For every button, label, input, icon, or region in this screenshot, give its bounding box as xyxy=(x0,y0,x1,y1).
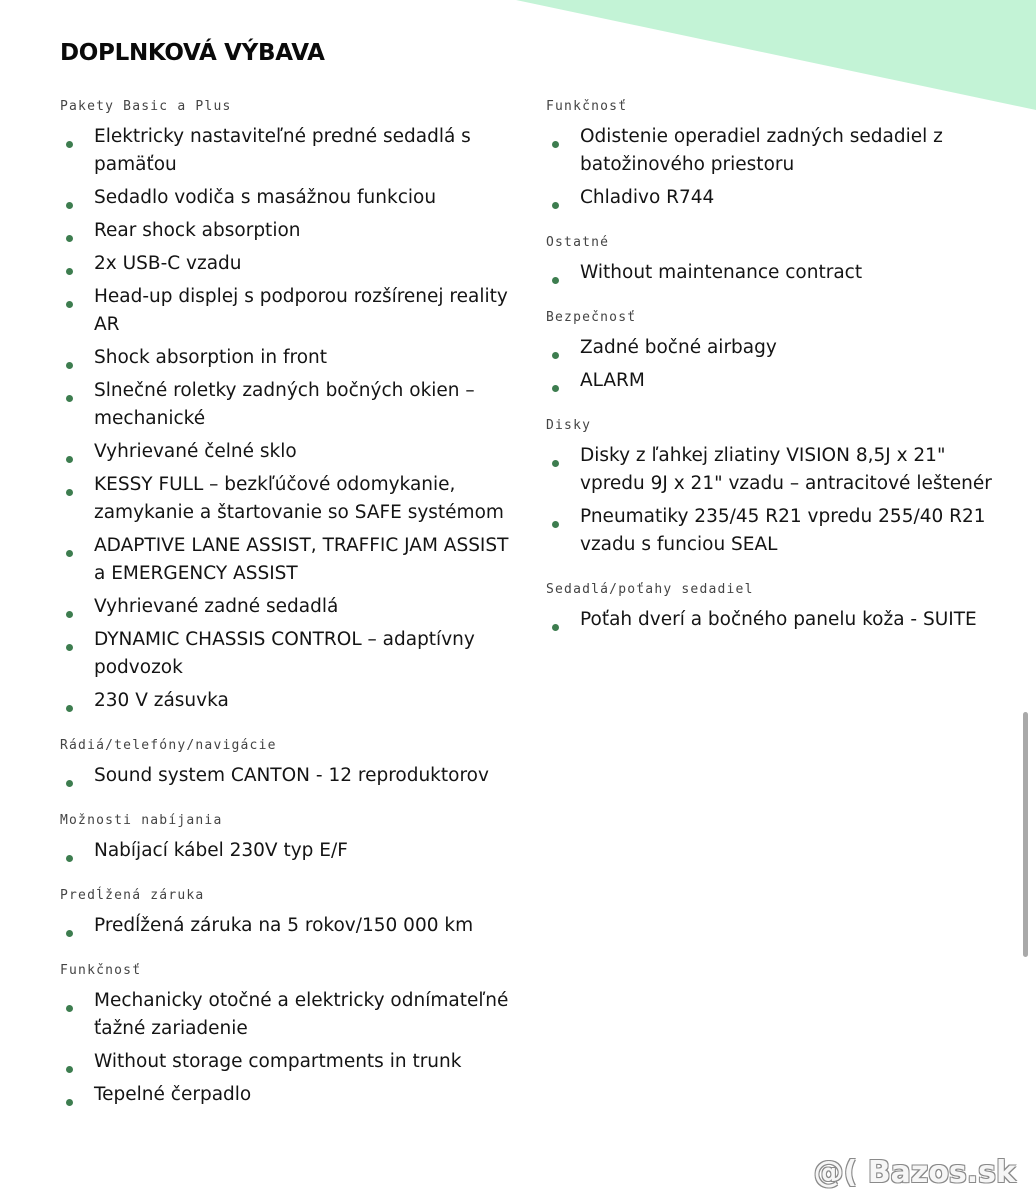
list-item-text: Head-up displej s podporou rozšírenej reality AR xyxy=(94,286,508,335)
list-item xyxy=(60,687,520,715)
bullet-dot-icon xyxy=(552,202,559,209)
section-heading-radia-telefony-navigacie: Rádiá/telefóny/navigácie xyxy=(60,738,277,753)
bullet-dot-icon xyxy=(66,611,73,618)
bullet-dot-icon xyxy=(66,1066,73,1073)
list-item-text: ADAPTIVE LANE ASSIST, TRAFFIC JAM ASSIST a EMERGENCY ASSIST xyxy=(94,535,509,584)
right-column xyxy=(546,98,1016,656)
list-item xyxy=(546,442,1016,498)
section-heading-funkcnost: Funkčnosť xyxy=(546,99,628,114)
list-item xyxy=(60,471,520,527)
list-item xyxy=(60,593,520,621)
list-item xyxy=(546,184,1016,212)
list-item-text: Sound system CANTON - 12 reproduktorov xyxy=(94,765,489,786)
bullet-dot-icon xyxy=(66,235,73,242)
bullet-dot-icon xyxy=(66,362,73,369)
list-item-text: Zadné bočné airbagy xyxy=(580,337,777,358)
feature-list xyxy=(60,987,520,1109)
bullet-dot-icon xyxy=(66,268,73,275)
list-item xyxy=(60,377,520,433)
bullet-dot-icon xyxy=(66,855,73,862)
bullet-dot-icon xyxy=(66,141,73,148)
bullet-dot-icon xyxy=(66,1005,73,1012)
list-item-text: Vyhrievané zadné sedadlá xyxy=(94,596,339,617)
list-item-text: Vyhrievané čelné sklo xyxy=(94,441,297,462)
feature-list xyxy=(546,334,1016,395)
feature-list xyxy=(546,606,1016,634)
bullet-dot-icon xyxy=(552,521,559,528)
feature-list xyxy=(60,762,520,790)
section-heading-bezpecnost: Bezpečnosť xyxy=(546,310,637,325)
feature-list xyxy=(60,837,520,865)
list-item-text: 2x USB-C vzadu xyxy=(94,253,242,274)
bullet-dot-icon xyxy=(66,489,73,496)
feature-list xyxy=(546,259,1016,287)
bullet-dot-icon xyxy=(552,460,559,467)
page-title: DOPLNKOVÁ VÝBAVA xyxy=(60,40,325,66)
list-item xyxy=(546,123,1016,179)
bullet-dot-icon xyxy=(66,550,73,557)
bullet-dot-icon xyxy=(66,1099,73,1106)
list-item-text: Shock absorption in front xyxy=(94,347,328,368)
list-item xyxy=(60,626,520,682)
left-column xyxy=(60,98,520,1131)
list-item xyxy=(60,1081,520,1109)
list-item xyxy=(60,438,520,466)
section-heading-ostatne: Ostatné xyxy=(546,235,610,250)
list-item-text: ALARM xyxy=(580,370,645,391)
list-item-text: Without storage compartments in trunk xyxy=(94,1051,462,1072)
section-heading-disky: Disky xyxy=(546,418,592,433)
corner-accent-decoration xyxy=(516,0,1036,110)
list-item-text: Slnečné roletky zadných bočných okien – mechanické xyxy=(94,380,475,429)
bullet-dot-icon xyxy=(66,780,73,787)
section-heading-pakety-basic-a-plus: Pakety Basic a Plus xyxy=(60,99,232,114)
list-item xyxy=(546,503,1016,559)
bazos-watermark: @( Bazos.sk xyxy=(813,1155,1016,1190)
list-item-text: DYNAMIC CHASSIS CONTROL – adaptívny podvozok xyxy=(94,629,475,678)
list-item xyxy=(546,334,1016,362)
bullet-dot-icon xyxy=(66,395,73,402)
list-item xyxy=(546,606,1016,634)
list-item-text: Without maintenance contract xyxy=(580,262,863,283)
section-heading-funkcnost: Funkčnosť xyxy=(60,963,142,978)
list-item-text: KESSY FULL – bezkľúčové odomykanie, zamykanie a štartovanie so SAFE systémom xyxy=(94,474,504,523)
list-item xyxy=(546,367,1016,395)
list-item-text: Sedadlo vodiča s masážnou funkciou xyxy=(94,187,437,208)
bullet-dot-icon xyxy=(552,352,559,359)
bullet-dot-icon xyxy=(66,301,73,308)
bullet-dot-icon xyxy=(552,385,559,392)
section-heading-moznosti-nabijania: Možnosti nabíjania xyxy=(60,813,223,828)
list-item-text: Poťah dverí a bočného panelu koža - SUITE xyxy=(580,609,977,630)
bullet-dot-icon xyxy=(66,930,73,937)
list-item-text: 230 V zásuvka xyxy=(94,690,229,711)
section-heading-predlzena-zaruka: Predĺžená záruka xyxy=(60,888,205,903)
list-item-text: Predĺžená záruka na 5 rokov/150 000 km xyxy=(94,915,474,936)
list-item-text: Tepelné čerpadlo xyxy=(94,1084,252,1105)
feature-list xyxy=(60,912,520,940)
feature-list xyxy=(546,123,1016,212)
list-item-text: Elektricky nastaviteľné predné sedadlá s pamäťou xyxy=(94,126,471,175)
list-item xyxy=(60,1048,520,1076)
bullet-dot-icon xyxy=(66,644,73,651)
feature-list xyxy=(60,123,520,715)
list-item xyxy=(60,217,520,245)
scrollbar-thumb[interactable] xyxy=(1023,712,1028,957)
list-item xyxy=(60,837,520,865)
list-item xyxy=(60,762,520,790)
list-item xyxy=(60,123,520,179)
list-item-text: Rear shock absorption xyxy=(94,220,301,241)
list-item xyxy=(546,259,1016,287)
bullet-dot-icon xyxy=(66,456,73,463)
list-item xyxy=(60,532,520,588)
feature-list xyxy=(546,442,1016,559)
bullet-dot-icon xyxy=(552,277,559,284)
list-item xyxy=(60,987,520,1043)
bullet-dot-icon xyxy=(552,624,559,631)
bullet-dot-icon xyxy=(66,705,73,712)
list-item-text: Nabíjací kábel 230V typ E/F xyxy=(94,840,348,861)
list-item xyxy=(60,283,520,339)
list-item xyxy=(60,912,520,940)
list-item xyxy=(60,250,520,278)
bullet-dot-icon xyxy=(66,202,73,209)
list-item-text: Disky z ľahkej zliatiny VISION 8,5J x 21" vpredu 9J x 21" vzadu – antracitové leštenér xyxy=(580,445,992,494)
bullet-dot-icon xyxy=(552,141,559,148)
list-item-text: Mechanicky otočné a elektricky odnímateľné ťažné zariadenie xyxy=(94,990,509,1039)
list-item-text: Pneumatiky 235/45 R21 vpredu 255/40 R21 vzadu s funciou SEAL xyxy=(580,506,986,555)
list-item-text: Chladivo R744 xyxy=(580,187,715,208)
list-item xyxy=(60,184,520,212)
list-item xyxy=(60,344,520,372)
section-heading-sedadla-potahy-sedadiel: Sedadlá/poťahy sedadiel xyxy=(546,582,754,597)
list-item-text: Odistenie operadiel zadných sedadiel z batožinového priestoru xyxy=(580,126,943,175)
